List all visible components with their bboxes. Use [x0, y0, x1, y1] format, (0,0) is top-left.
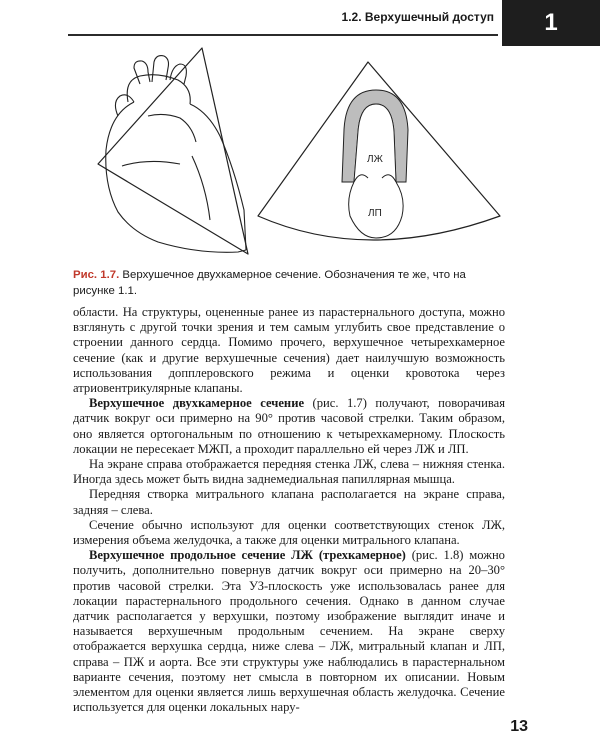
paragraph-2-text: (рис. 1.7) получают, поворачивая датчик вокруг оси примерно на 90° против часовой стрелки. Таким образом, оно является ортогональным по отношению к четырехкамерному. Плоскость локации не пересекает МЖП, а проходит параллельно ей через ЛЖ и ЛП. — [73, 396, 505, 456]
lv-label: ЛЖ — [367, 154, 383, 165]
echo-sector — [250, 58, 510, 258]
body-text — [73, 305, 505, 715]
paragraph-1: области. На структуры, оцененные ранее из парастернального доступа, можно взглянуть с другой точки зрения и тем самым углубить свое представление о строении данного сердца. Помимо прочего, верхушечное четырехкамерное сечение (как и другие верхушечные сечения) дает наилучшую возможность использования допплеровского режима и оценки кровотока через атриовентрикулярные клапаны. — [73, 305, 505, 396]
running-head: 1.2. Верхушечный доступ — [341, 10, 494, 24]
term-three-chamber: Верхушечное продольное сечение ЛЖ (трехкамерное) — [89, 548, 406, 563]
caption-number: Рис. 1.7. — [73, 269, 120, 281]
paragraph-5: Сечение обычно используют для оценки соответствующих стенок ЛЖ, измерения объема желудочка, а также для оценки митрального клапана. — [73, 517, 505, 548]
chapter-tab: 1 — [502, 0, 600, 46]
la-label: ЛП — [368, 208, 382, 219]
paragraph-2 — [73, 396, 505, 457]
page-number: 13 — [510, 718, 528, 735]
paragraph-6-text: (рис. 1.8) можно получить, дополнительно повернув датчик вокруг оси примерно на 20–30° против часовой стрелки. Эта УЗ-плоскость уже использовалась ранее для локации парастернального продольного сечения. Однако в данном случае датчик располагается у верхушки, поэтому изображение выглядит иначе и называется верхушечным продольным сечением. На экране сверху отображается верхушка сердца, ниже слева – ЛЖ, митральный клапан и ЛП, справа – ПЖ и аорта. Все эти структуры уже наблюдались в парастернальном варианте сечения, поэтому нет смысла в повторном их описании. Новым элементом для оценки является лишь верхушечная область желудочка. Сечение используется для оценки локальных нару- — [73, 548, 505, 715]
figure-1-7 — [0, 46, 600, 266]
figure-caption — [73, 268, 505, 299]
term-two-chamber: Верхушечное двухкамерное сечение — [89, 396, 305, 411]
paragraph-6 — [73, 548, 505, 715]
paragraph-3: На экране справа отображается передняя стенка ЛЖ, слева – нижняя стенка. Иногда здесь может быть видна заднемедиальная папиллярная мышца. — [73, 457, 505, 487]
paragraph-4: Передняя створка митрального клапана располагается на экране справа, задняя – слева. — [73, 487, 505, 517]
caption-text: Верхушечное двухкамерное сечение. Обозначения те же, что на рисунке 1.1. — [73, 269, 466, 297]
